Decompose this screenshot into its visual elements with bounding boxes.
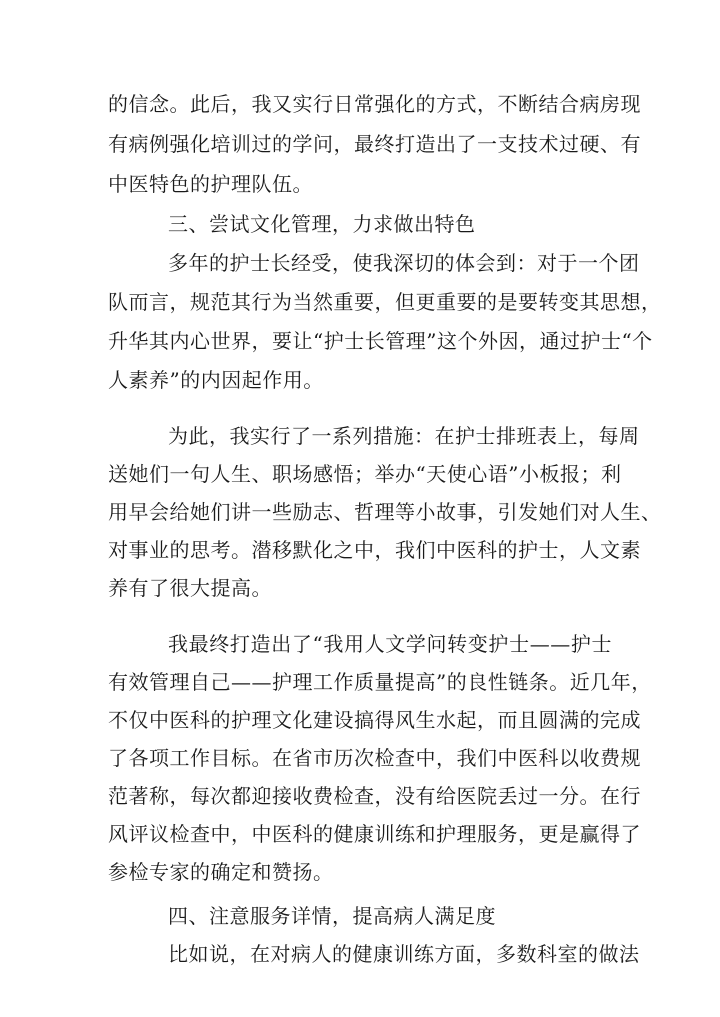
text-line: 多年的护士长经受，使我深切的体会到：对于一个团 — [168, 251, 640, 275]
text-line: 对事业的思考。潜移默化之中，我们中医科的护士，人文素 — [108, 538, 641, 562]
text-line: 队而言，规范其行为当然重要，但更重要的是要转变其思想， — [108, 290, 662, 314]
section-heading: 四、注意服务详情，提高病人满足度 — [168, 904, 496, 928]
text-line: 不仅中医科的护理文化建设搞得风生水起，而且圆满的完成 — [108, 708, 641, 732]
text-line: 我最终打造出了“我用人文学问转变护士——护士 — [168, 632, 612, 656]
text-line: 有病例强化培训过的学问，最终打造出了一支技术过硬、有 — [108, 132, 641, 156]
text-line: 人素养”的内因起作用。 — [108, 368, 324, 392]
text-line: 了各项工作目标。在省市历次检查中，我们中医科以收费规 — [108, 746, 641, 770]
section-heading: 三、尝试文化管理，力求做出特色 — [168, 212, 476, 236]
text-line: 范著称，每次都迎接收费检查，没有给医院丢过一分。在行 — [108, 784, 641, 808]
text-line: 的信念。此后，我又实行日常强化的方式，不断结合病房现 — [108, 92, 641, 116]
text-line: 有效管理自己——护理工作质量提高”的良性链条。近几年， — [108, 670, 652, 694]
text-line: 送她们一句人生、职场感悟；举办“天使心语”小板报；利 — [108, 462, 622, 486]
text-line: 风评议检查中，中医科的健康训练和护理服务，更是赢得了 — [108, 822, 641, 846]
text-line: 参检专家的确定和赞扬。 — [108, 860, 334, 884]
text-line: 升华其内心世界，要让“护士长管理”这个外因，通过护士“个 — [108, 329, 653, 353]
text-line: 比如说，在对病人的健康训练方面，多数科室的做法 — [168, 942, 640, 966]
text-line: 养有了很大提高。 — [108, 576, 272, 600]
text-line: 中医特色的护理队伍。 — [108, 172, 313, 196]
text-line: 用早会给她们讲一些励志、哲理等小故事，引发她们对人生、 — [108, 500, 662, 524]
text-line: 为此，我实行了一系列措施：在护士排班表上，每周 — [168, 424, 640, 448]
